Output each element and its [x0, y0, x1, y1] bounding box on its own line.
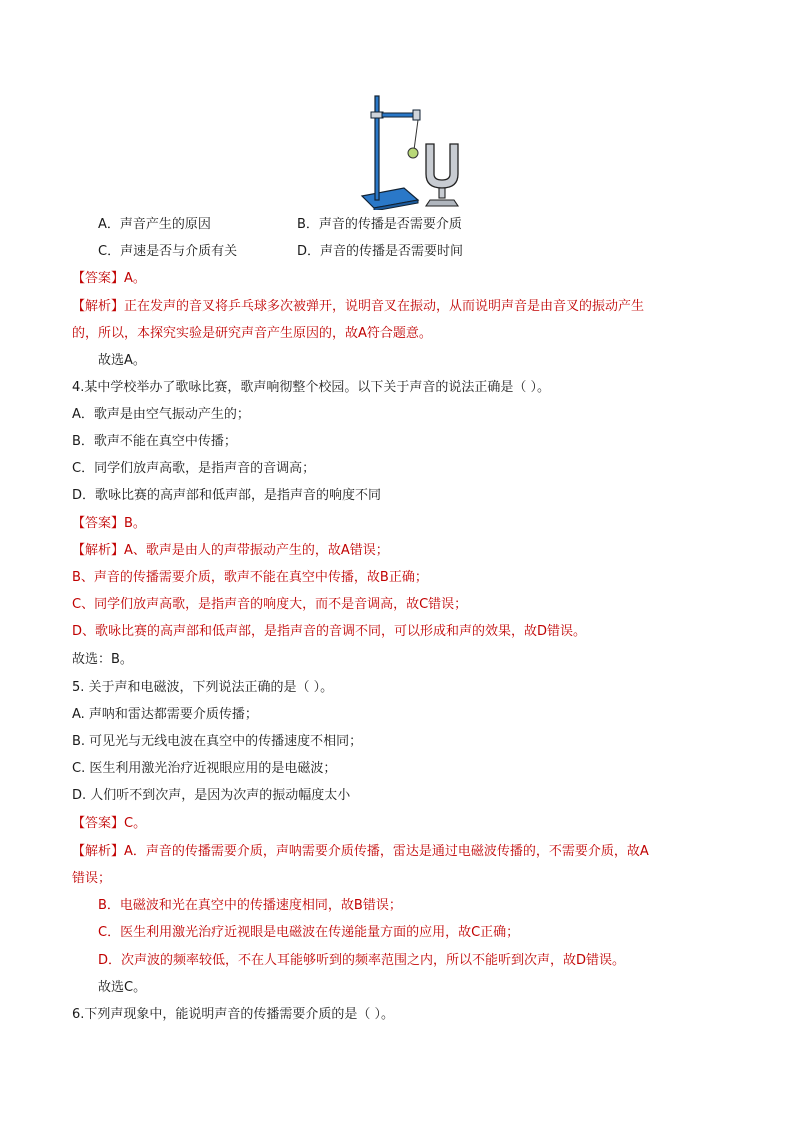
answer-label: 【答案】: [72, 271, 125, 286]
q5-option-d: D. 人们听不到次声，是因为次声的振动幅度太小: [72, 788, 351, 803]
q4-conclusion: 故选：B。: [72, 652, 133, 667]
answer-value: C。: [124, 816, 147, 831]
analysis-text: A．声音的传播需要介质，声呐需要介质传播，雷达是通过电磁波传播的，不需要介质，故A: [124, 844, 649, 859]
q3-option-b: B．声音的传播是否需要介质: [297, 217, 462, 232]
q3-answer: [72, 270, 146, 288]
q5-option-b: B. 可见光与无线电波在真空中的传播速度不相同；: [72, 734, 363, 749]
q5-analysis-c: C．医生利用激光治疗近视眼是电磁波在传递能量方面的应用，故C正确；: [98, 925, 520, 940]
answer-label: 【答案】: [72, 516, 125, 531]
q4-analysis-a: [72, 542, 389, 560]
q4-option-d: D．歌咏比赛的高声部和低声部，是指声音的响度不同: [72, 488, 382, 503]
q3-analysis-line2: 的，所以，本探究实验是研究声音产生原因的，故A符合题意。: [72, 326, 432, 341]
q4-answer: [72, 515, 146, 533]
q6-stem: 6.下列声现象中，能说明声音的传播需要介质的是（ ）。: [72, 1007, 395, 1022]
q4-option-c: C．同学们放声高歌，是指声音的音调高；: [72, 461, 316, 476]
q5-analysis-a2: 错误；: [72, 871, 112, 886]
q4-analysis-b: B、声音的传播需要介质，歌声不能在真空中传播，故B正确；: [72, 570, 428, 585]
q4-option-a: A．歌声是由空气振动产生的；: [72, 407, 250, 422]
q5-analysis-d: D．次声波的频率较低，不在人耳能够听到的频率范围之内，所以不能听到次声，故D错误。: [98, 953, 626, 968]
answer-label: 【答案】: [72, 816, 125, 831]
q5-conclusion: 故选C。: [98, 980, 147, 995]
analysis-label: 【解析】: [72, 299, 125, 314]
q4-analysis-c: C、同学们放声高歌，是指声音的响度大，而不是音调高，故C错误；: [72, 597, 468, 612]
q5-option-c: C. 医生利用激光治疗近视眼应用的是电磁波；: [72, 761, 337, 776]
q3-option-d: D．声音的传播是否需要时间: [297, 244, 464, 259]
analysis-label: 【解析】: [72, 543, 125, 558]
q5-stem: 5. 关于声和电磁波，下列说法正确的是（ ）。: [72, 680, 334, 695]
answer-value: A。: [124, 271, 146, 286]
answer-value: B。: [124, 516, 146, 531]
q3-option-c: C．声速是否与介质有关: [98, 244, 238, 259]
q4-option-b: B．歌声不能在真空中传播；: [72, 434, 237, 449]
analysis-label: 【解析】: [72, 844, 125, 859]
q4-stem: 4.某中学校举办了歌咏比赛，歌声响彻整个校园。以下关于声音的说法正确是（ ）。: [72, 380, 551, 395]
q4-analysis-d: D、歌咏比赛的高声部和低声部，是指声音的音调不同，可以形成和声的效果，故D错误。: [72, 624, 587, 639]
q3-conclusion: 故选A。: [98, 353, 146, 368]
q3-option-a: A．声音产生的原因: [98, 217, 211, 232]
q5-analysis-a1: [72, 843, 649, 861]
tuning-fork-experiment-figure: [358, 92, 468, 210]
q5-analysis-b: B．电磁波和光在真空中的传播速度相同，故B错误；: [98, 898, 402, 913]
analysis-text: A、歌声是由人的声带振动产生的，故A错误；: [124, 543, 389, 558]
q3-analysis-line1: [72, 298, 644, 316]
q5-answer: [72, 815, 146, 833]
analysis-text: 正在发声的音叉将乒乓球多次被弹开，说明音叉在振动，从而说明声音是由音叉的振动产生: [124, 299, 645, 314]
q5-option-a: A. 声呐和雷达都需要介质传播；: [72, 707, 258, 722]
